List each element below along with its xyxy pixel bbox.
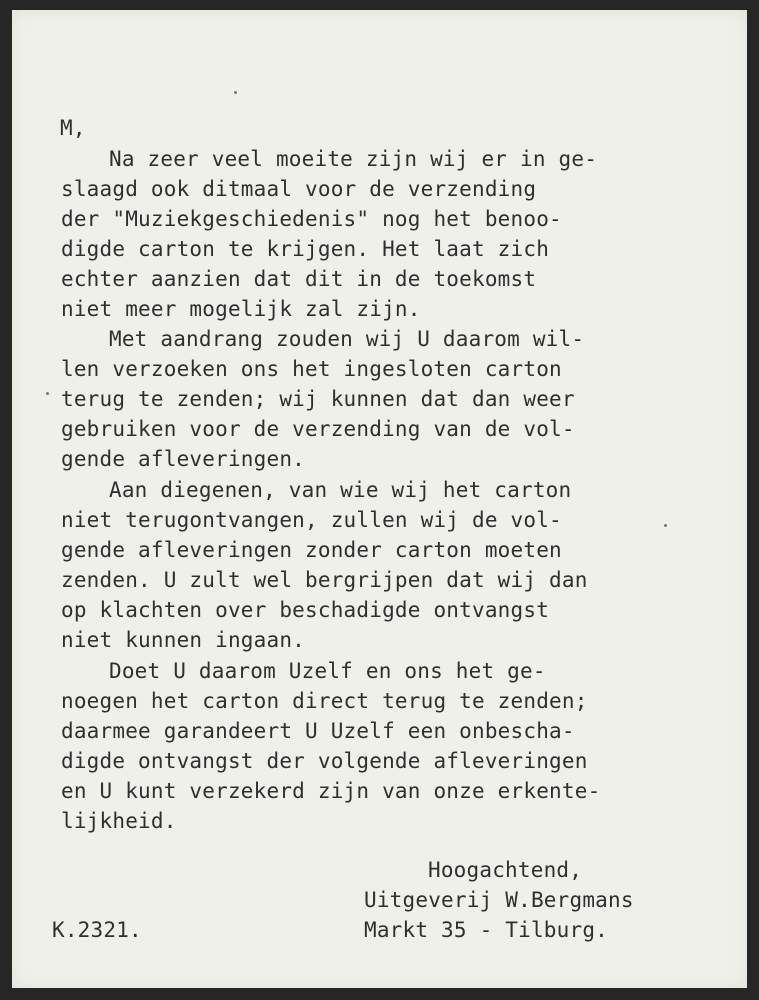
- body-line: digde carton te krijgen. Het laat zich: [61, 237, 550, 261]
- body-line: der "Muziekgeschiedenis" nog het benoo-: [61, 207, 562, 231]
- sender-name: Uitgeverij W.Bergmans: [364, 888, 634, 912]
- body-line: Met aandrang zouden wij U daarom wil-: [109, 327, 585, 351]
- body-line: noegen het carton direct terug te zenden;: [61, 689, 588, 713]
- paper-speck: [234, 91, 237, 94]
- closing: Hoogachtend,: [428, 858, 583, 882]
- body-line: len verzoeken ons het ingesloten carton: [61, 357, 562, 381]
- body-line: digde ontvangst der volgende afleveringen: [61, 749, 588, 773]
- paper-speck: [46, 392, 49, 395]
- body-line: slaagd ook ditmaal voor de verzending: [61, 177, 537, 201]
- body-line: op klachten over beschadigde ontvangst: [61, 598, 550, 622]
- body-line: gende afleveringen.: [61, 447, 306, 471]
- body-line: lijkheid.: [61, 809, 177, 833]
- body-line: Na zeer veel moeite zijn wij er in ge-: [109, 147, 598, 171]
- reference-number: K.2321.: [52, 918, 142, 942]
- body-line: en U kunt verzekerd zijn van onze erkente-: [61, 779, 601, 803]
- body-line: gebruiken voor de verzending van de vol-: [61, 417, 575, 441]
- body-line: Doet U daarom Uzelf en ons het ge-: [109, 659, 546, 683]
- body-line: niet terugontvangen, zullen wij de vol-: [61, 508, 562, 532]
- body-line: niet kunnen ingaan.: [61, 628, 306, 652]
- body-line: gende afleveringen zonder carton moeten: [61, 538, 562, 562]
- body-line: terug te zenden; wij kunnen dat dan weer: [61, 387, 575, 411]
- letter-page: [12, 10, 747, 988]
- body-line: echter aanzien dat dit in de toekomst: [61, 267, 537, 291]
- sender-address: Markt 35 - Tilburg.: [364, 918, 609, 942]
- body-line: niet meer mogelijk zal zijn.: [61, 297, 421, 321]
- salutation: M,: [60, 116, 86, 140]
- body-line: zenden. U zult wel bergrijpen dat wij dan: [61, 568, 588, 592]
- body-line: daarmee garandeert U Uzelf een onbescha-: [61, 719, 575, 743]
- paper-speck: [664, 524, 667, 527]
- body-line: Aan diegenen, van wie wij het carton: [109, 478, 572, 502]
